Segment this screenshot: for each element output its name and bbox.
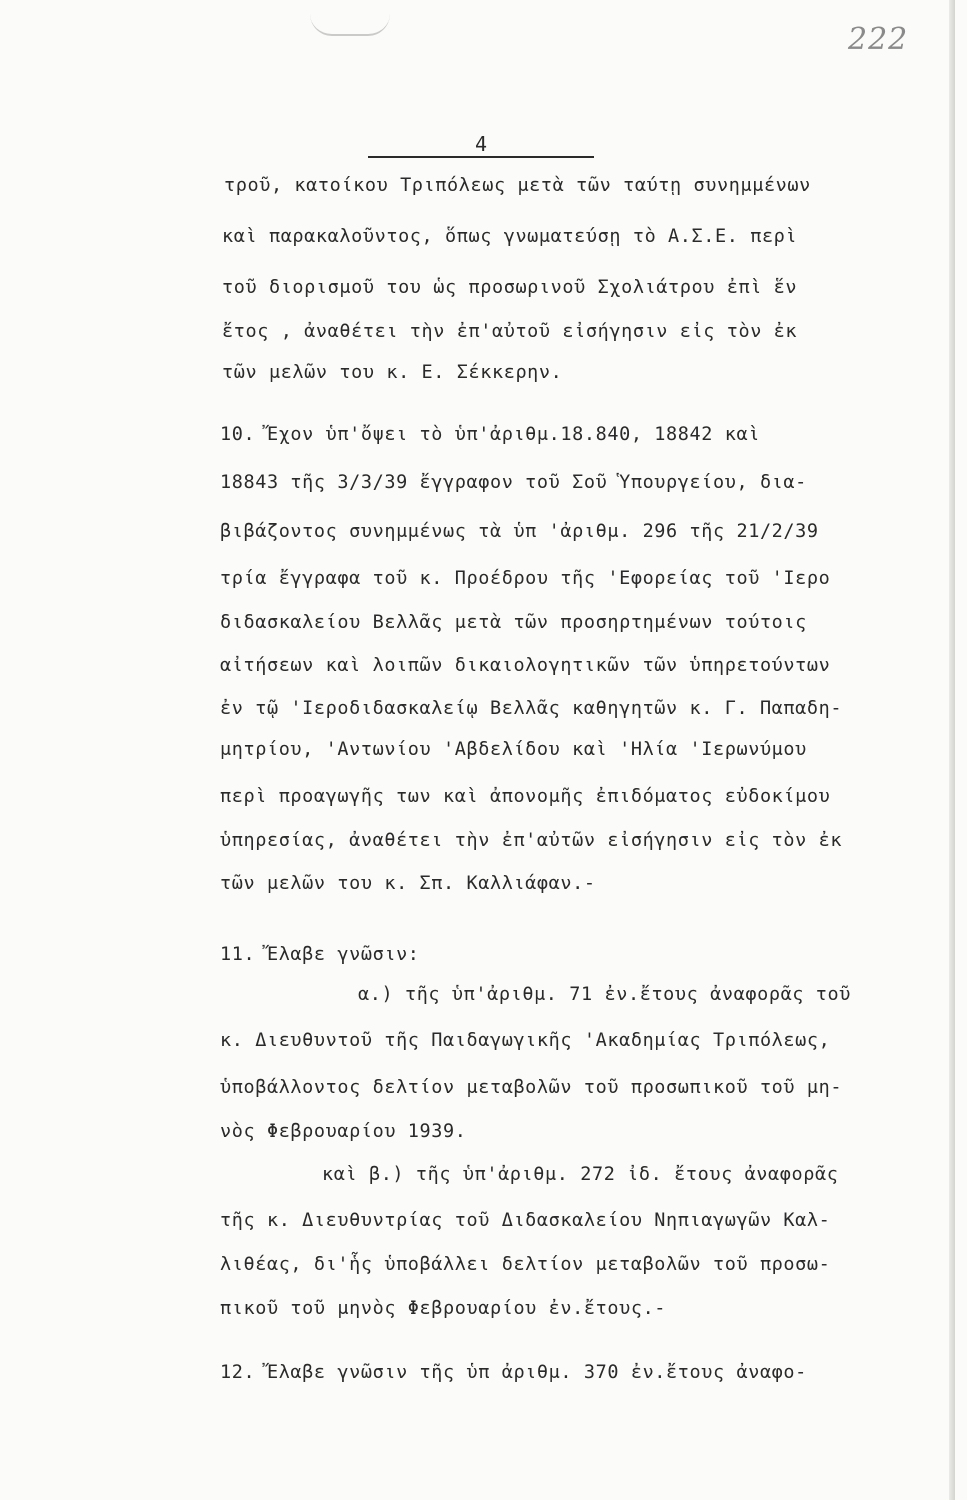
text-line: καὶ παρακαλοῦντος, ὅπως γνωματεύσῃ τὸ Α.Σ.Ε. περὶ [222,226,798,247]
typed-page-number [368,134,594,154]
text-line: διδασκαλείου Βελλᾶς μετὰ τῶν προσηρτημένων τούτοις [220,612,807,633]
text-line: περὶ προαγωγῆς των καὶ ἀπονομῆς ἐπιδόματος εὐδοκίμου [220,786,831,807]
text-line: τοῦ διορισμοῦ του ὡς προσωρινοῦ Σχολιάτρου ἐπὶ ἕν [222,277,798,298]
handwritten-page-number: 222 [848,22,909,57]
top-pencil-mark [310,14,390,36]
text-line: νὸς Φεβρουαρίου 1939. [220,1121,467,1142]
text-line: α.) τῆς ὑπ'ἀριθμ. 71 ἐν.ἔτους ἀναφορᾶς τοῦ [358,984,851,1005]
page-number-text: 4 [474,132,488,156]
text-line: βιβάζοντος συνημμένως τὰ ὑπ 'ἀριθμ. 296 τῆς 21/2/39 [220,521,819,542]
text-line: λιθέας, δι'ἧς ὑποβάλλει δελτίον μεταβολῶν τοῦ προσω- [220,1254,831,1275]
text-line: ἔτος , ἀναθέτει τὴν ἐπ'αὐτοῦ εἰσήγησιν εἰς τὸν ἐκ [222,321,798,342]
text-line: 12. Ἔλαβε γνῶσιν τῆς ὑπ ἀριθμ. 370 ἐν.ἔτους ἀναφο- [220,1362,807,1383]
text-line: ὑπηρεσίας, ἀναθέτει τὴν ἐπ'αὐτῶν εἰσήγησιν εἰς τὸν ἐκ [220,830,843,851]
text-line: 11. Ἔλαβε γνῶσιν: [220,944,420,965]
text-line: τροῦ, κατοίκου Τριπόλεως μετὰ τῶν ταύτῃ συνημμένων [224,175,811,196]
text-line: καὶ β.) τῆς ὑπ'ἀριθμ. 272 ἰδ. ἔτους ἀναφορᾶς [322,1164,839,1185]
text-line: τῆς κ. Διευθυντρίας τοῦ Διδασκαλείου Νηπιαγωγῶν Καλ- [220,1210,831,1231]
text-line: μητρίου, 'Αντωνίου 'Αβδελίδου καὶ 'Ηλία 'Ιερωνύμου [220,739,807,760]
text-line: 10. Ἔχον ὑπ'ὄψει τὸ ὑπ'ἀριθμ.18.840, 18842 καὶ [220,424,760,445]
page-edge-shadow [949,0,955,1500]
text-line: ὑποβάλλοντος δελτίον μεταβολῶν τοῦ προσωπικοῦ τοῦ μη- [220,1077,843,1098]
text-line: τῶν μελῶν του κ. Σπ. Καλλιάφαν.- [220,873,596,894]
text-line: αἰτήσεων καὶ λοιπῶν δικαιολογητικῶν τῶν ὑπηρετούντων [220,655,831,676]
text-line: πικοῦ τοῦ μηνὸς Φεβρουαρίου ἐν.ἔτους.- [220,1298,667,1319]
text-line: τῶν μελῶν του κ. Ε. Σέκκερην. [222,362,563,383]
text-line: ἐν τῷ 'Ιεροδιδασκαλείῳ Βελλᾶς καθηγητῶν κ. Γ. Παπαδη- [220,698,843,719]
text-line: 18843 τῆς 3/3/39 ἔγγραφον τοῦ Σοῦ Ὑπουργείου, δια- [220,472,807,493]
page-number-underline [368,156,594,158]
text-line: κ. Διευθυντοῦ τῆς Παιδαγωγικῆς 'Ακαδημίας Τριπόλεως, [220,1030,831,1051]
text-line: τρία ἔγγραφα τοῦ κ. Προέδρου τῆς 'Εφορείας τοῦ 'Ιερο [220,568,831,589]
